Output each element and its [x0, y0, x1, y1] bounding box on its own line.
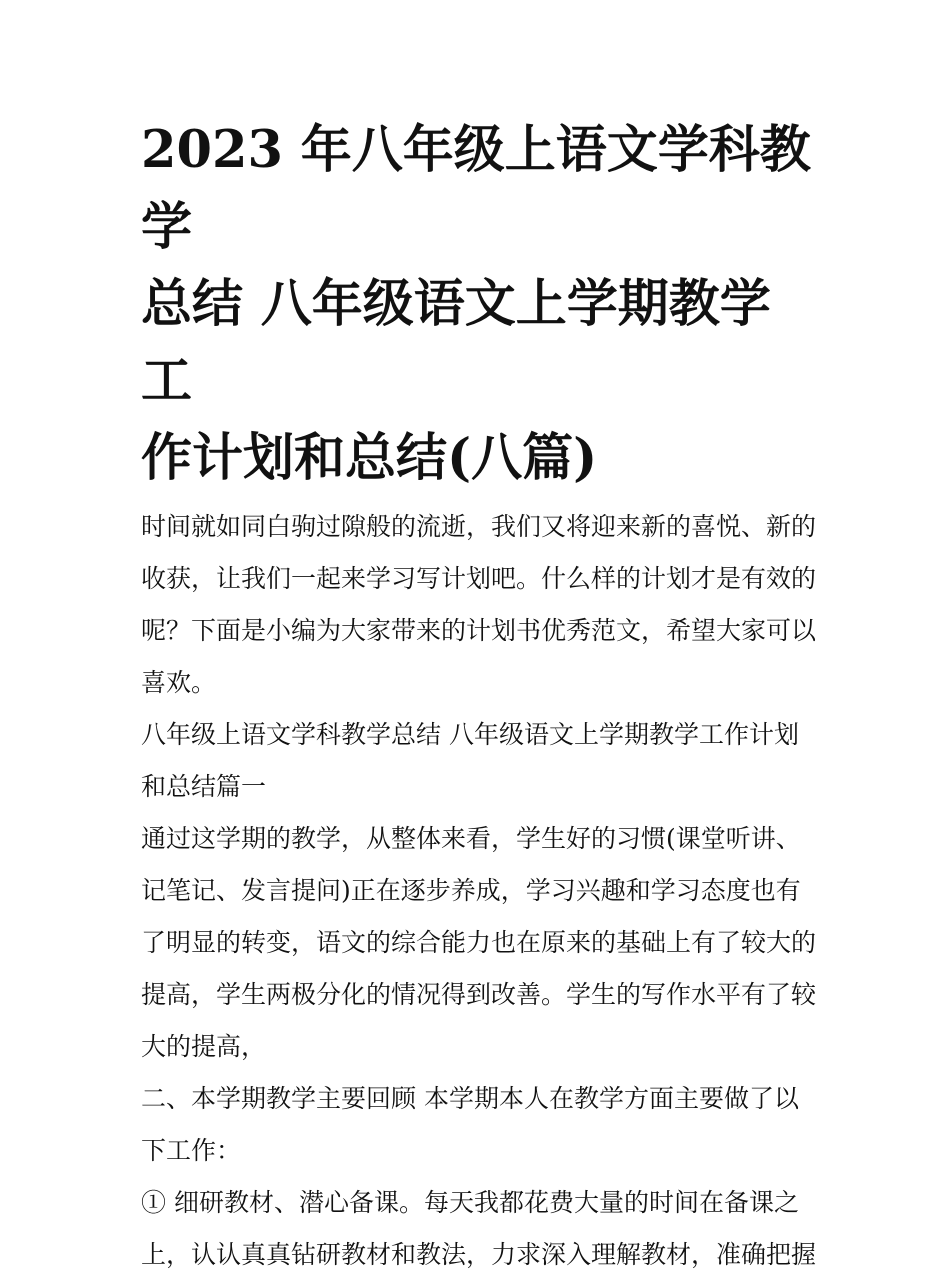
text-line: 呢？下面是小编为大家带来的计划书优秀范文，希望大家可以 — [141, 616, 817, 645]
title-line: 2023 年八年级上语文学科教学 — [141, 120, 811, 257]
text-line: 二、本学期教学主要回顾 本学期本人在教学方面主要做了以 — [141, 1084, 799, 1113]
text-line: 和总结篇一 — [141, 772, 267, 801]
text-line: 喜欢。 — [141, 668, 217, 697]
subsection-heading — [141, 1073, 821, 1177]
text-line: 通过这学期的教学，从整体来看，学生好的习惯(课堂听讲、 — [141, 824, 801, 853]
text-line: 上，认认真真钻研教材和教法，力求深入理解教材，准确把握 — [141, 1240, 817, 1269]
body-paragraph — [141, 813, 821, 1073]
intro-paragraph — [141, 501, 821, 709]
text-line: 记笔记、发言提问)正在逐步养成，学习兴趣和学习态度也有 — [141, 876, 801, 905]
section-heading — [141, 709, 821, 813]
text-line: ① 细研教材、潜心备课。每天我都花费大量的时间在备课之 — [141, 1188, 799, 1217]
text-line: 下工作： — [141, 1136, 242, 1165]
text-line: 了明显的转变，语文的综合能力也在原来的基础上有了较大的 — [141, 928, 817, 957]
document-title — [141, 112, 821, 497]
text-line: 收获，让我们一起来学习写计划吧。什么样的计划才是有效的 — [141, 564, 817, 593]
document-page — [141, 112, 821, 1281]
text-line: 八年级上语文学科教学总结 八年级语文上学期教学工作计划 — [141, 720, 799, 749]
list-item-paragraph — [141, 1177, 821, 1281]
text-line: 时间就如同白驹过隙般的流逝，我们又将迎来新的喜悦、新的 — [141, 512, 817, 541]
text-line: 提高，学生两极分化的情况得到改善。学生的写作水平有了较 — [141, 980, 817, 1009]
title-line: 作计划和总结(八篇) — [141, 428, 598, 488]
title-line: 总结 八年级语文上学期教学工 — [141, 274, 771, 411]
text-line: 大的提高， — [141, 1032, 267, 1061]
